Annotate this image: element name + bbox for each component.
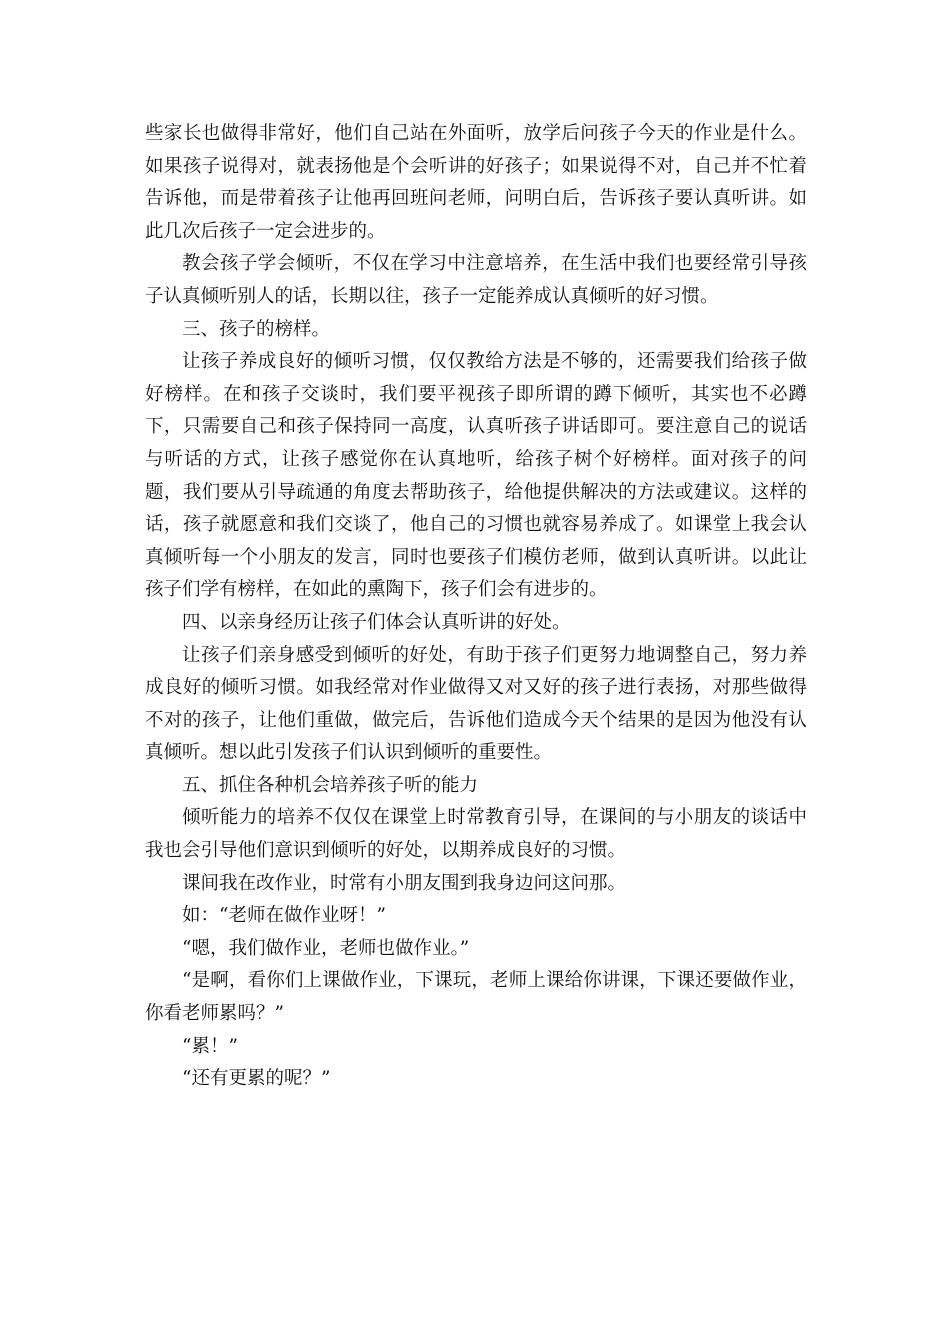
paragraph-6: 让孩子们亲身感受到倾听的好处，有助于孩子们更努力地调整自己，努力养成良好的倾听习惯。如我经常对作业做得又对又好的孩子进行表扬，对那些做得不对的孩子，让他们重做，做完后，告诉他们造成今天个结果的是因为他没有认真倾听。想以此引发孩子们认识到倾听的重要性。 xyxy=(145,644,807,764)
section-heading-3: 三、孩子的榜样。 xyxy=(182,318,331,340)
paragraph-4: 让孩子养成良好的倾听习惯，仅仅教给方法是不够的，还需要我们给孩子做好榜样。在和孩子交谈时，我们要平视孩子即所谓的蹲下倾听，其实也不必蹲下，只需要自己和孩子保持同一高度，认真听孩子讲话即可。要注意自己的说话与听话的方式，让孩子感觉你在认真地听，给孩子树个好榜样。面对孩子的问题，我们要从引导疏通的角度去帮助孩子，给他提供解决的方法或建议。这样的话，孩子就愿意和我们交谈了，他自己的习惯也就容易养成了。如课堂上我会认真倾听每一个小朋友的发言，同时也要孩子们模仿老师，做到认真听讲。以此让孩子们学有榜样，在如此的熏陶下，孩子们会有进步的。 xyxy=(145,351,807,601)
document-body xyxy=(145,118,807,1096)
dialogue-line-4: “累！” xyxy=(182,1035,238,1057)
paragraph-9: 课间我在改作业，时常有小朋友围到我身边问这问那。 xyxy=(182,872,627,894)
dialogue-line-1: 如：“老师在做作业呀！” xyxy=(182,905,386,927)
section-heading-4: 四、以亲身经历让孩子们体会认真听讲的好处。 xyxy=(182,611,571,633)
dialogue-line-3: “是啊，看你们上课做作业，下课玩，老师上课给你讲课，下课还要做作业，你看老师累吗？” xyxy=(145,970,807,1025)
dialogue-line-2: “嗯，我们做作业，老师也做作业。” xyxy=(182,937,470,959)
paragraph-2: 教会孩子学会倾听，不仅在学习中注意培养，在生活中我们也要经常引导孩子认真倾听别人的话，长期以往，孩子一定能养成认真倾听的好习惯。 xyxy=(145,253,807,307)
section-heading-5: 五、抓住各种机会培养孩子听的能力 xyxy=(182,774,479,796)
dialogue-line-5: “还有更累的呢？” xyxy=(182,1068,331,1090)
paragraph-8: 倾听能力的培养不仅仅在课堂上时常教育引导，在课间的与小朋友的谈话中我也会引导他们意识到倾听的好处，以期养成良好的习惯。 xyxy=(145,807,807,862)
paragraph-1: 些家长也做得非常好，他们自己站在外面听，放学后问孩子今天的作业是什么。如果孩子说得对，就表扬他是个会听讲的好孩子；如果说得不对，自己并不忙着告诉他，而是带着孩子让他再回班问老师，问明白后，告诉孩子要认真听讲。如此几次后孩子一定会进步的。 xyxy=(145,123,807,242)
